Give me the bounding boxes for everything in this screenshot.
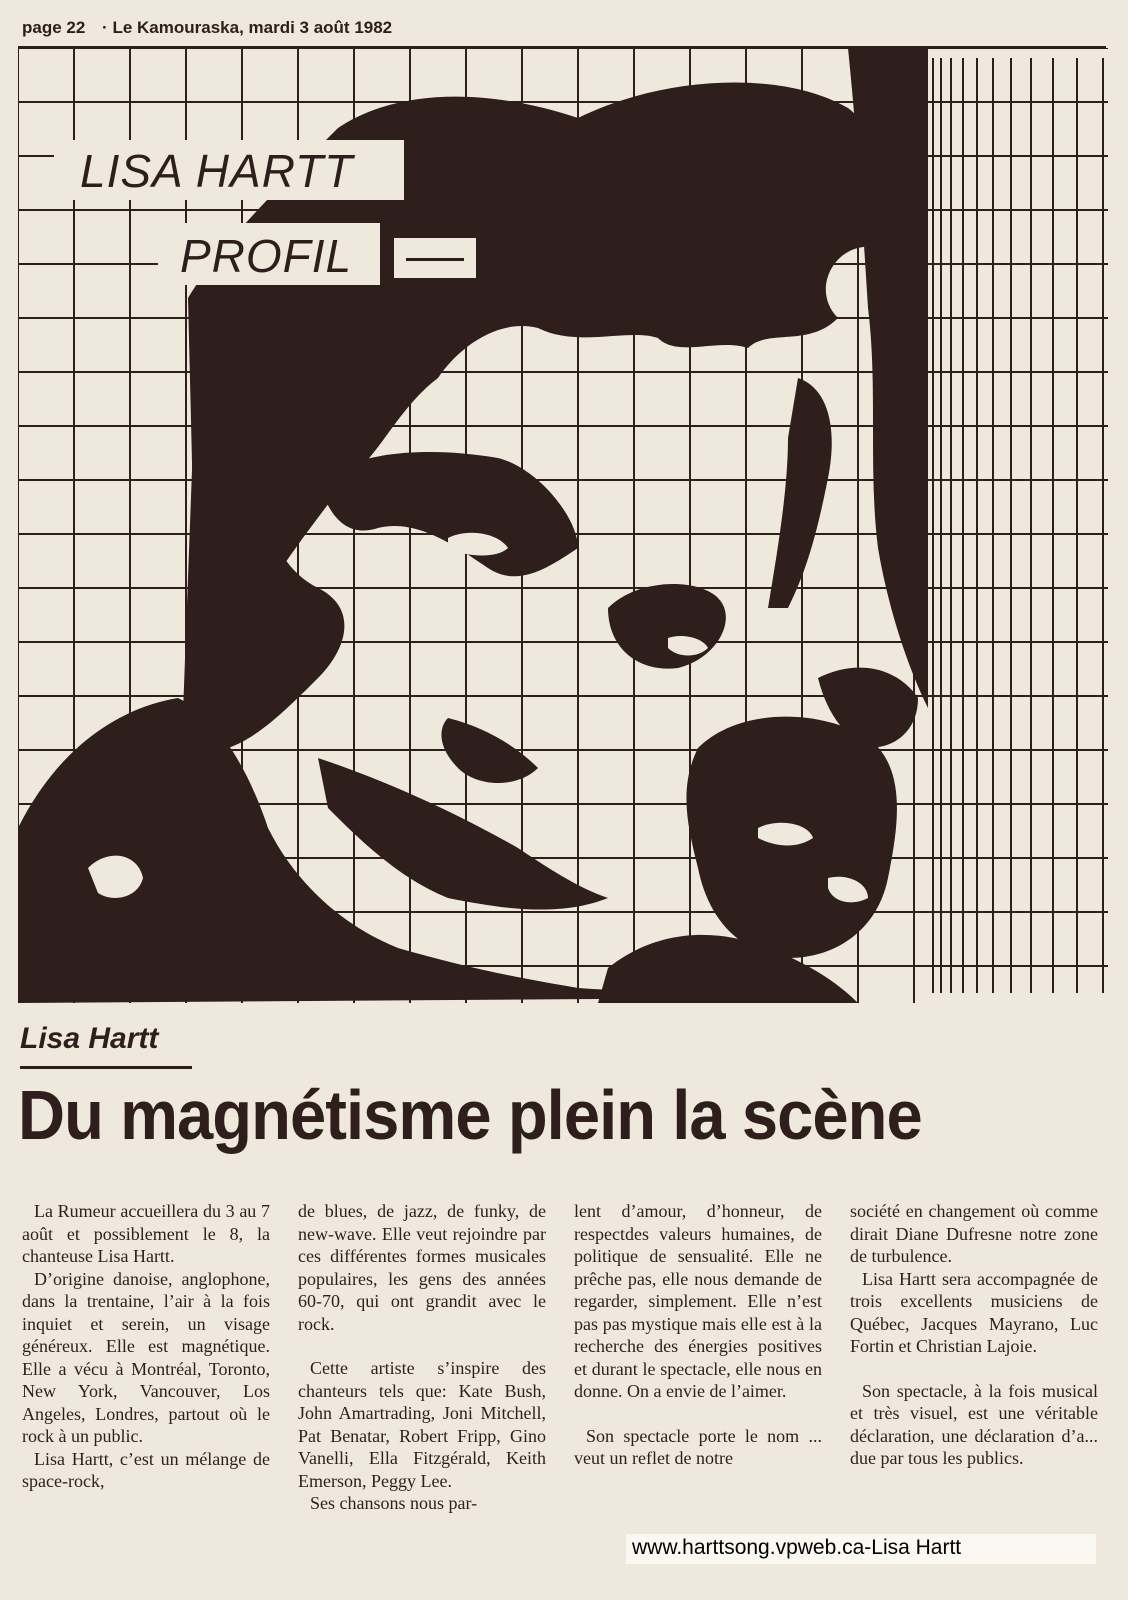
article-column-3	[574, 1200, 822, 1470]
paragraph: lent d’amour, d’honneur, de respectdes valeurs humaines, de politique de sensualité. Elle ne prêche pas, elle nous demande de regarder, simplement. Elle n’est pas pas mystique mais elle est à la recherche des énergies positives et durant le spectacle, elle nous en donne. On a envie de l’aimer.	[574, 1201, 822, 1401]
paragraph: Son spectacle porte le nom ... veut un reflet de notre	[574, 1425, 822, 1468]
article-kicker: Lisa Hartt	[20, 1022, 159, 1055]
artwork-title-line2: PROFIL	[158, 223, 380, 285]
paragraph: Son spectacle, à la fois musical et très visuel, est une véritable déclaration, une déclaration d’a... due par tous les publics.	[850, 1380, 1098, 1468]
paragraph: de blues, de jazz, de funky, de new-wave. Elle veut rejoindre par ces différentes formes musicales populaires, les gens des années 60-70, qui ont grandit avec le rock.	[298, 1201, 546, 1334]
page-number: page 22	[22, 18, 86, 37]
paragraph: Ses chansons nous par-	[310, 1493, 478, 1513]
article-headline: Du magnétisme plein la scène	[18, 1076, 922, 1154]
masthead	[22, 18, 392, 38]
article-column-2	[298, 1200, 546, 1515]
dateline: Le Kamouraska, mardi 3 août 1982	[112, 18, 393, 37]
kicker-rule	[20, 1066, 192, 1069]
masthead-separator: ·	[102, 18, 108, 37]
watermark-url: www.harttsong.vpweb.ca-Lisa Hartt	[626, 1534, 1096, 1564]
paragraph: Cette artiste s’inspire des chanteurs tels que: Kate Bush, John Amartrading, Joni Mitchell, Pat Benatar, Robert Fripp, Gino Vanelli, Ella Fitzgérald, Keith Emerson, Peggy Lee.	[298, 1358, 546, 1491]
article-column-4	[850, 1200, 1098, 1470]
article-column-1	[22, 1200, 270, 1493]
paragraph: La Rumeur accueillera du 3 au 7 août et possiblement le 8, la chanteuse Lisa Hartt.	[22, 1201, 270, 1266]
artwork-title-dash	[394, 238, 476, 278]
paragraph: Lisa Hartt sera accompagnée de trois excellents musiciens de Québec, Jacques Mayrano, Luc Fortin et Christian Lajoie.	[850, 1268, 1098, 1356]
paragraph: société en changement où comme dirait Diane Dufresne notre zone de turbulence.	[850, 1201, 1098, 1266]
paragraph: D’origine danoise, anglophone, dans la trentaine, l’air à la fois inquiet et serein, un visage généreux. Elle est magnétique. Elle a vécu à Montréal, Toronto, New York, Vancouver, Los Angeles, Londres, partout où le rock à un public.	[22, 1268, 270, 1446]
artwork-title-line1: LISA HARTT	[54, 140, 404, 200]
portrait-artwork	[18, 48, 1108, 1003]
paragraph: Lisa Hartt, c’est un mélange de space-rock,	[22, 1448, 270, 1491]
